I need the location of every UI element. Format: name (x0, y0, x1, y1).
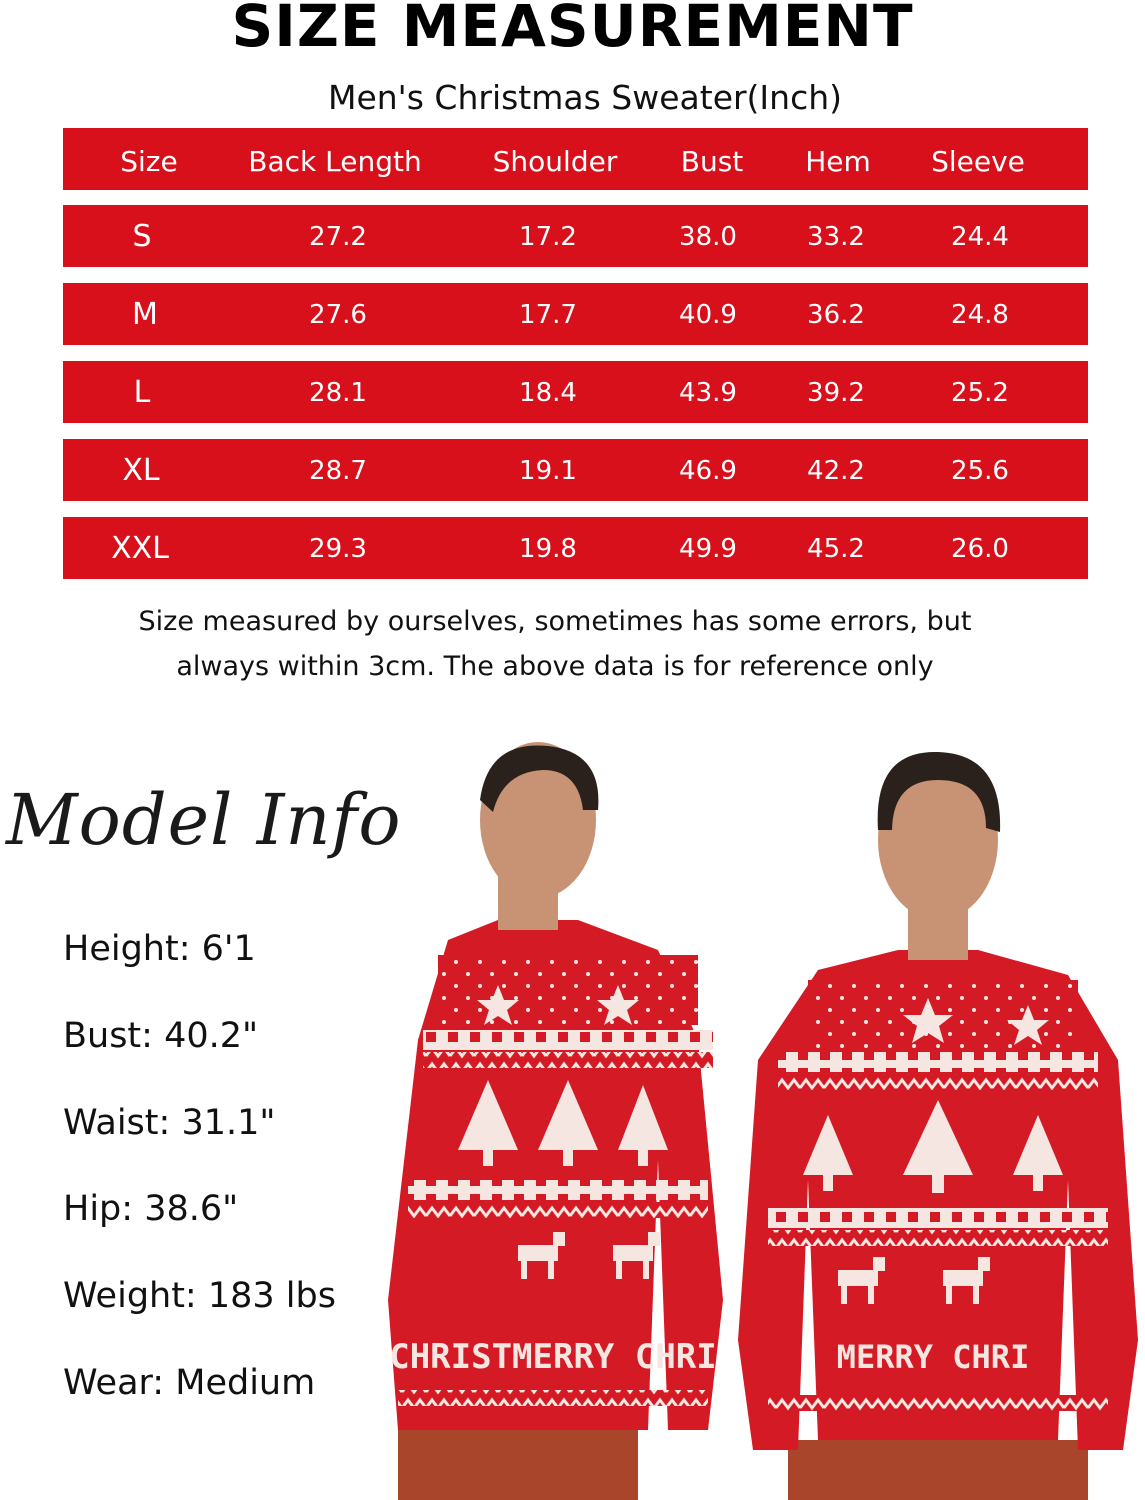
hem-value: 33.2 (807, 222, 865, 252)
sweater-back-illustration (378, 740, 728, 1500)
wear-value: Medium (175, 1363, 316, 1403)
hem-value: 36.2 (807, 300, 865, 330)
height-value: 6'1 (201, 929, 256, 969)
table-row (63, 205, 1088, 267)
model-photo-front-view (728, 740, 1145, 1500)
table-row (63, 283, 1088, 345)
sleeve-value: 26.0 (951, 534, 1009, 564)
table-subtitle: Men's Christmas Sweater(Inch) (327, 78, 843, 117)
model-photo-back-view (378, 740, 728, 1500)
bust-value: 46.9 (679, 456, 737, 486)
height-label: Height: (63, 929, 191, 969)
wear-label: Wear: (63, 1363, 165, 1403)
sleeve-value: 25.6 (951, 456, 1009, 486)
sleeve-value: 24.4 (951, 222, 1009, 252)
table-row (63, 439, 1088, 501)
size-note-line-2: always within 3cm. The above data is for reference only (176, 651, 934, 682)
model-weight (63, 1274, 336, 1318)
hem-value: 39.2 (807, 378, 865, 408)
model-info-title-text: Model Info (6, 779, 402, 861)
shoulder-value: 17.2 (519, 222, 577, 252)
back-length-value: 27.2 (309, 222, 367, 252)
weight-value: 183 lbs (207, 1276, 336, 1316)
bust-value: 40.2" (164, 1016, 259, 1056)
size-note-line-1: Size measured by ourselves, sometimes has some errors, but (138, 606, 972, 637)
shoulder-value: 18.4 (519, 378, 577, 408)
header-size: Size (120, 145, 178, 178)
sweater-front-illustration (728, 740, 1145, 1500)
shoulder-value: 17.7 (519, 300, 577, 330)
size-label: XXL (111, 531, 169, 566)
model-info-title (6, 770, 426, 870)
bust-label: Bust: (63, 1016, 153, 1056)
weight-label: Weight: (63, 1276, 197, 1316)
sweater-front-text: MERRY CHRI (836, 1338, 1030, 1376)
table-header-row (63, 128, 1088, 190)
bust-value: 40.9 (679, 300, 737, 330)
back-length-value: 27.6 (309, 300, 367, 330)
sleeve-value: 24.8 (951, 300, 1009, 330)
size-label: S (132, 219, 152, 254)
header-bust: Bust (680, 145, 744, 178)
waist-value: 31.1" (181, 1103, 276, 1143)
waist-label: Waist: (63, 1103, 171, 1143)
header-hem: Hem (805, 145, 871, 178)
size-label: M (132, 297, 158, 332)
back-length-value: 28.1 (309, 378, 367, 408)
bust-value: 43.9 (679, 378, 737, 408)
header-shoulder: Shoulder (492, 145, 618, 178)
back-length-value: 29.3 (309, 534, 367, 564)
header-back-length: Back Length (248, 145, 422, 178)
hip-label: Hip: (63, 1189, 134, 1229)
table-row (63, 517, 1088, 579)
model-height (63, 927, 256, 971)
hem-value: 42.2 (807, 456, 865, 486)
sweater-back-text: CHRISTMERRY CHRI (389, 1337, 717, 1377)
shoulder-value: 19.8 (519, 534, 577, 564)
model-hip (63, 1187, 238, 1231)
bust-value: 38.0 (679, 222, 737, 252)
size-label: XL (122, 453, 160, 488)
page-title: SIZE MEASUREMENT (231, 0, 914, 60)
sleeve-value: 25.2 (951, 378, 1009, 408)
model-wear (63, 1361, 315, 1405)
back-length-value: 28.7 (309, 456, 367, 486)
size-label: L (133, 375, 151, 410)
table-row (63, 361, 1088, 423)
model-bust (63, 1014, 258, 1058)
header-sleeve: Sleeve (931, 145, 1025, 178)
model-waist (63, 1101, 275, 1145)
hem-value: 45.2 (807, 534, 865, 564)
bust-value: 49.9 (679, 534, 737, 564)
hip-value: 38.6" (144, 1189, 239, 1229)
shoulder-value: 19.1 (519, 456, 577, 486)
